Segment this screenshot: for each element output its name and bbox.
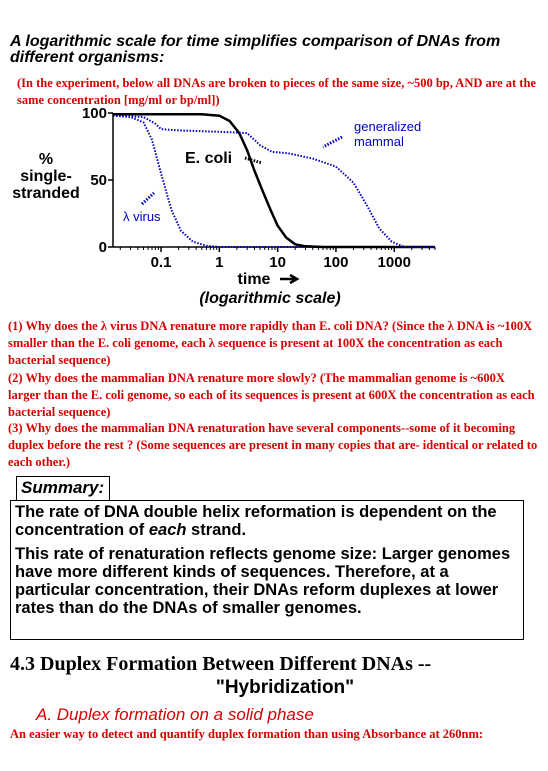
y-axis-label-line: % bbox=[38, 151, 54, 168]
y-axis-label bbox=[12, 151, 80, 202]
mammal-label-line2: mammal bbox=[354, 134, 404, 149]
experiment-note: (In the experiment, below all DNAs are broken to pieces of the same size, ~500 bp, AND are at the same concentration [mg/ml or bp/ml]) bbox=[17, 76, 536, 107]
y-axis-label-line: single- bbox=[20, 168, 72, 185]
question-2: (2) Why does the mammalian DNA renature more slowly? (The mammalian genome is ~600X larger than the E. coli genome, so each of its sequences is present at 600X the concentration as each bacterial sequence) bbox=[8, 371, 535, 419]
page-title: A logarithmic scale for time simplifies comparison of DNAs from different organisms: bbox=[10, 33, 501, 66]
subheading-note: An easier way to detect and quantify duplex formation than using Absorbance at 260nm: bbox=[10, 727, 484, 741]
lambda-label: λ virus bbox=[123, 209, 161, 224]
x-axis-label: time bbox=[237, 271, 271, 288]
summary-label: Summary: bbox=[16, 476, 110, 501]
section-heading-line1: 4.3 Duplex Formation Between Different DNAs -- bbox=[10, 653, 432, 675]
mammal-pointer bbox=[323, 137, 342, 147]
e-coli-pointer bbox=[245, 158, 262, 163]
section-heading bbox=[10, 652, 540, 700]
summary-paragraph-2: This rate of renaturation reflects genome size: Larger genomes have more different kinds of sequences. Therefore, at a particular concentration, their DNAs reform duplexes at lower rates than do the DNAs of smaller genomes. bbox=[15, 545, 511, 617]
lambda-pointer bbox=[142, 193, 154, 204]
x-tick-label: 1000 bbox=[377, 254, 411, 271]
x-tick-label: 0.1 bbox=[150, 254, 172, 271]
question-1: (1) Why does the λ virus DNA renature more rapidly than E. coli DNA? (Since the λ DNA is ~100X smaller than the E. coli genome, each λ sequence is present at 100X the concentration as each bacterial sequence) bbox=[8, 319, 533, 367]
y-axis-label-line: stranded bbox=[12, 185, 80, 202]
mammal-label-line1: generalized bbox=[354, 119, 422, 134]
arrow-right-icon bbox=[280, 275, 297, 283]
subheading: A. Duplex formation on a solid phase bbox=[36, 705, 314, 724]
summary-paragraph-1: The rate of DNA double helix reformation is dependent on the concentration of each strand. bbox=[15, 503, 497, 539]
y-tick-label: 0 bbox=[98, 239, 107, 256]
summary-box bbox=[10, 500, 524, 640]
y-tick-label: 100 bbox=[81, 105, 107, 122]
renaturation-chart bbox=[0, 100, 548, 312]
e-coli-label: E. coli bbox=[185, 150, 233, 167]
question-3: (3) Why does the mammalian DNA renaturation have several components--some of it becoming duplex before the rest ? (Some sequences are present in many copies that are- identical or related to each other.) bbox=[8, 421, 538, 469]
section-heading-line2: "Hybridization" bbox=[215, 677, 355, 698]
x-tick-label: 1 bbox=[215, 254, 224, 271]
x-tick-label: 100 bbox=[323, 254, 349, 271]
summary-emphasis: each bbox=[148, 521, 187, 539]
x-tick-label: 10 bbox=[269, 254, 286, 271]
y-tick-label: 50 bbox=[90, 172, 107, 189]
x-axis-note: (logarithmic scale) bbox=[199, 290, 341, 307]
